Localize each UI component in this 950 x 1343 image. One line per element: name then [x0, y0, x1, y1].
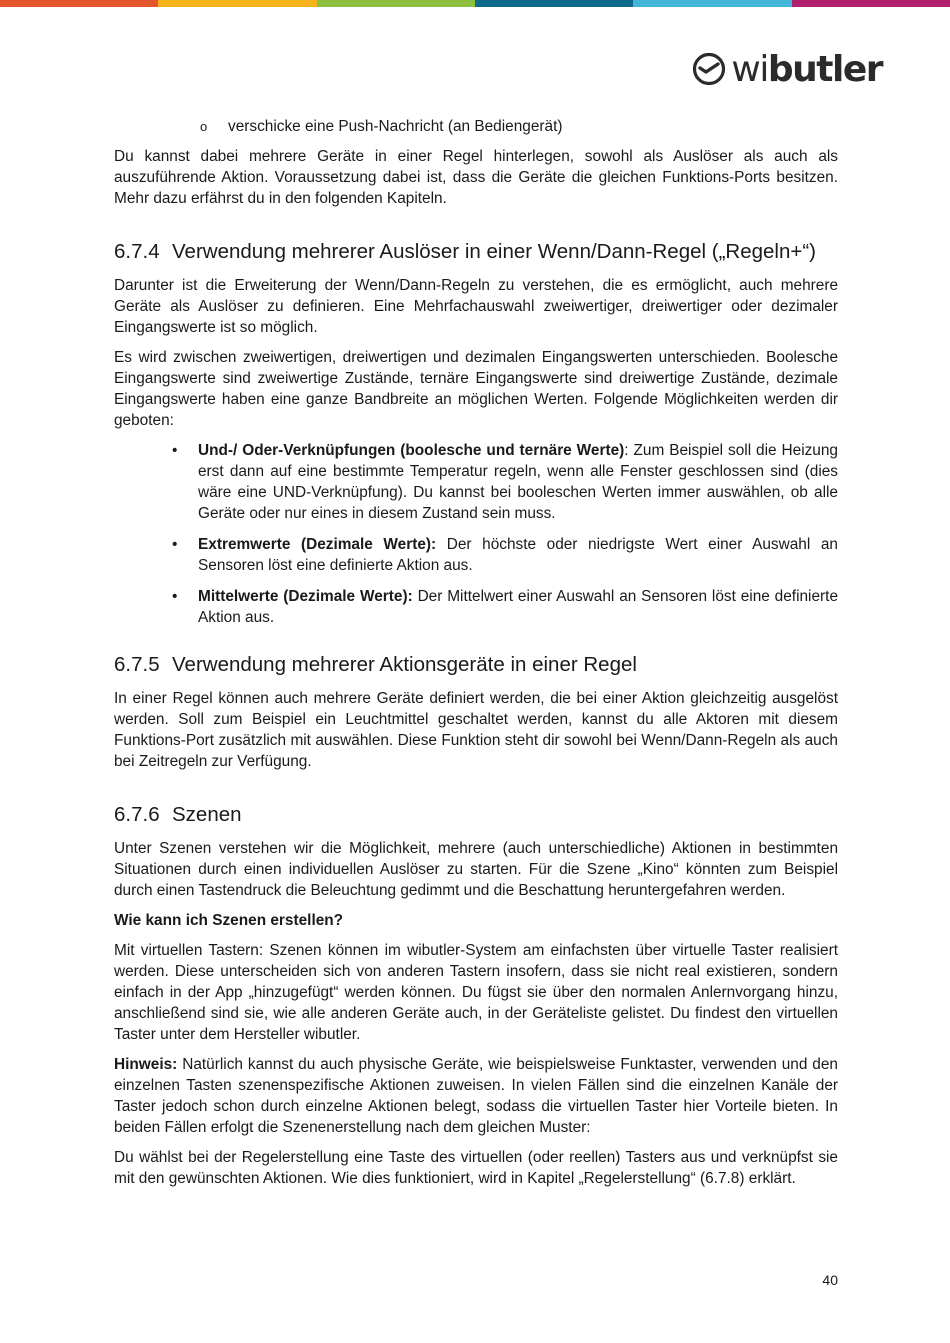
list-item-label: Mittelwerte (Dezimale Werte):	[198, 588, 413, 605]
stripe-2	[158, 0, 316, 7]
section-title: Verwendung mehrerer Aktionsgeräte in einer Regel	[172, 653, 637, 676]
intro-paragraph: Du kannst dabei mehrere Geräte in einer Regel hinterlegen, sowohl als Auslöser als auch als auszuführende Aktion. Voraussetzung dabei ist, dass die Geräte die gleichen Funktions-Ports besitzen. Mehr dazu erfährst du in den folgenden Kapiteln.	[114, 148, 838, 207]
wibutler-logo	[691, 48, 882, 90]
bullet-icon: •	[172, 536, 178, 553]
section-number: 6.7.4	[114, 240, 160, 263]
paragraph: Mit virtuellen Tastern: Szenen können im wibutler-System am einfachsten über virtuelle Taster realisiert werden. Diese unterscheiden sich von anderen Tastern insofern, dass sie nicht real existieren, sondern einfach in der App „hinzugefügt“ werden können. Du fügst sie über den normalen Anlernvorgang hinzu, anschließend sind sie, wie alle anderen Geräte auch, in der Geräteliste gelistet. Du findest den virtuellen Taster unter dem Hersteller wibutler.	[114, 942, 838, 1043]
stripe-5	[633, 0, 791, 7]
sub-bullet-text: verschicke eine Push-Nachricht (an Bediengerät)	[228, 118, 563, 135]
logo-wordmark	[731, 49, 882, 90]
paragraph: Du wählst bei der Regelerstellung eine Taste des virtuellen (oder reellen) Tasters aus und verknüpfst sie mit den gewünschten Aktionen. Wie dies funktioniert, wird in Kapitel „Regelerstellung“ (6.7.8) erklärt.	[114, 1149, 838, 1187]
bullet-list	[114, 440, 838, 628]
list-item	[172, 440, 838, 524]
hint-paragraph	[114, 1054, 838, 1138]
hint-text: Natürlich kannst du auch physische Geräte, wie beispielsweise Funktaster, verwenden und den einzelnen Tasten szenenspezifische Aktionen zuweisen. In vielen Fällen sind die einzelnen Kanäle der Taster jedoch schon durch einzelne Aktionen belegt, sodass die virtuellen Taster hier Vorteile bieten. In beiden Fällen erfolgt die Szenenerstellung nach dem gleichen Muster:	[114, 1056, 838, 1136]
sub-bullet-item	[114, 116, 838, 137]
list-item-label: Und-/ Oder-Verknüpfungen (boolesche und ternäre Werte)	[198, 442, 625, 459]
hint-label: Hinweis:	[114, 1056, 178, 1073]
bullet-icon: •	[172, 588, 178, 605]
header-color-stripes	[0, 0, 950, 7]
paragraph: Unter Szenen verstehen wir die Möglichkeit, mehrere (auch unterschiedliche) Aktionen in bestimmten Situationen durch einen individuellen Auslöser zu starten. Für die Szene „Kino“ könnten zum Beispiel durch einen Tastendruck die Beleuchtung gedimmt und die Beschattung heruntergefahren werden.	[114, 840, 838, 899]
page-number: 40	[822, 1272, 838, 1288]
section-number: 6.7.5	[114, 653, 160, 676]
section-heading-6-7-4	[114, 239, 838, 265]
stripe-1	[0, 0, 158, 7]
list-item	[172, 586, 838, 628]
wibutler-logo-icon	[691, 51, 727, 87]
paragraph: In einer Regel können auch mehrere Geräte definiert werden, die bei einer Aktion gleichzeitig ausgelöst werden. Soll zum Beispiel ein Leuchtmittel geschaltet werden, kannst du alle Aktoren mit diesem Funktions-Port zusätzlich mit auswählen. Diese Funktion steht dir sowohl bei Wenn/Dann-Regeln als auch bei Zeitregeln zur Verfügung.	[114, 690, 838, 770]
list-item-label: Extremwerte (Dezimale Werte):	[198, 536, 437, 553]
section-title: Szenen	[172, 803, 242, 826]
list-item	[172, 534, 838, 576]
section-title: Verwendung mehrerer Auslöser in einer Wenn/Dann-Regel („Regeln+“)	[172, 240, 816, 263]
section-number: 6.7.6	[114, 803, 160, 826]
page-content	[114, 116, 838, 1198]
paragraph: Darunter ist die Erweiterung der Wenn/Dann-Regeln zu verstehen, die es ermöglicht, auch mehrere Geräte als Auslöser zu definieren. Eine Mehrfachauswahl zweiwertiger, dreiwertiger oder dezimaler Eingangswerte ist so möglich.	[114, 277, 838, 336]
logo-text-butler: butler	[767, 48, 882, 90]
logo-text-wi: wi	[731, 48, 768, 90]
section-heading-6-7-5	[114, 652, 838, 678]
question-heading: Wie kann ich Szenen erstellen?	[114, 912, 344, 929]
section-heading-6-7-6	[114, 802, 838, 828]
circle-bullet-icon: o	[200, 119, 208, 134]
stripe-3	[317, 0, 475, 7]
list-item-text: : Zum Beispiel soll die Heizung erst dann auf eine bestimmte Temperatur regeln, wenn alle Fenster geschlossen sind (dies wäre eine UND-Verknüpfung). Du kannst bei booleschen Werten immer auswählen, ob alle Geräte oder nur eines in diesem Zustand sein muss.	[198, 442, 838, 522]
list-item-text: Der höchste oder niedrigste Wert einer Auswahl an Sensoren löst eine definierte Aktion aus.	[198, 536, 838, 574]
list-item-text: Der Mittelwert einer Auswahl an Sensoren löst eine definierte Aktion aus.	[198, 588, 838, 626]
bullet-icon: •	[172, 442, 178, 459]
stripe-4	[475, 0, 633, 7]
paragraph: Es wird zwischen zweiwertigen, dreiwertigen und dezimalen Eingangswerten unterschieden. Boolesche Eingangswerte sind zweiwertige Zustände, ternäre Eingangswerte sind dreiwertige Zustände, dezimale Eingangswerte haben eine ganze Bandbreite an möglichen Werten. Folgende Möglichkeiten werden dir geboten:	[114, 349, 838, 429]
stripe-6	[792, 0, 950, 7]
